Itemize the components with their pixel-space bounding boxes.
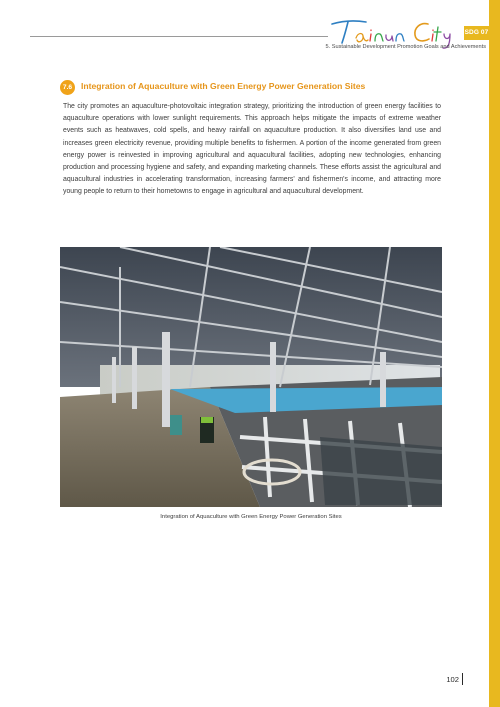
section-title: Integration of Aquaculture with Green Energy Power Generation Sites: [81, 81, 366, 91]
chapter-title: 5. Sustainable Development Promotion Goals and Achievements: [325, 44, 486, 50]
aquaculture-solar-photo: [60, 247, 442, 507]
section-number-badge: 7.6: [60, 80, 75, 95]
header-rule: [30, 36, 328, 37]
page-number-rule: [462, 673, 463, 685]
gold-edge-bar: [489, 0, 500, 707]
sdg-badge: SDG 07: [464, 26, 489, 40]
page-number: 102: [446, 675, 459, 684]
body-paragraph: The city promotes an aquaculture-photovoltaic integration strategy, prioritizing the introduction of green energy facilities to aquaculture operations with lower sunlight requirements. This approach helps mitigate the impacts of extreme weather events such as heatwaves, cold spells, and heavy rainfall on aquaculture production. It also diversifies land use and increases green electricity revenue, providing multiple benefits to fishermen. A portion of the income generated from green energy power is reinvested in improving agricultural and aquacultural facilities, adopting new technologies, enhancing production and processing hygiene and safety, and expanding marketing channels. These efforts assist the agricultural and aquacultural industries in accelerating transformation, increasing farmers' and fishermen's income, and attracting more young people to return to their hometowns to engage in agricultural and aquacultural development.: [63, 103, 441, 196]
photo-caption: Integration of Aquaculture with Green Energy Power Generation Sites: [160, 514, 342, 520]
